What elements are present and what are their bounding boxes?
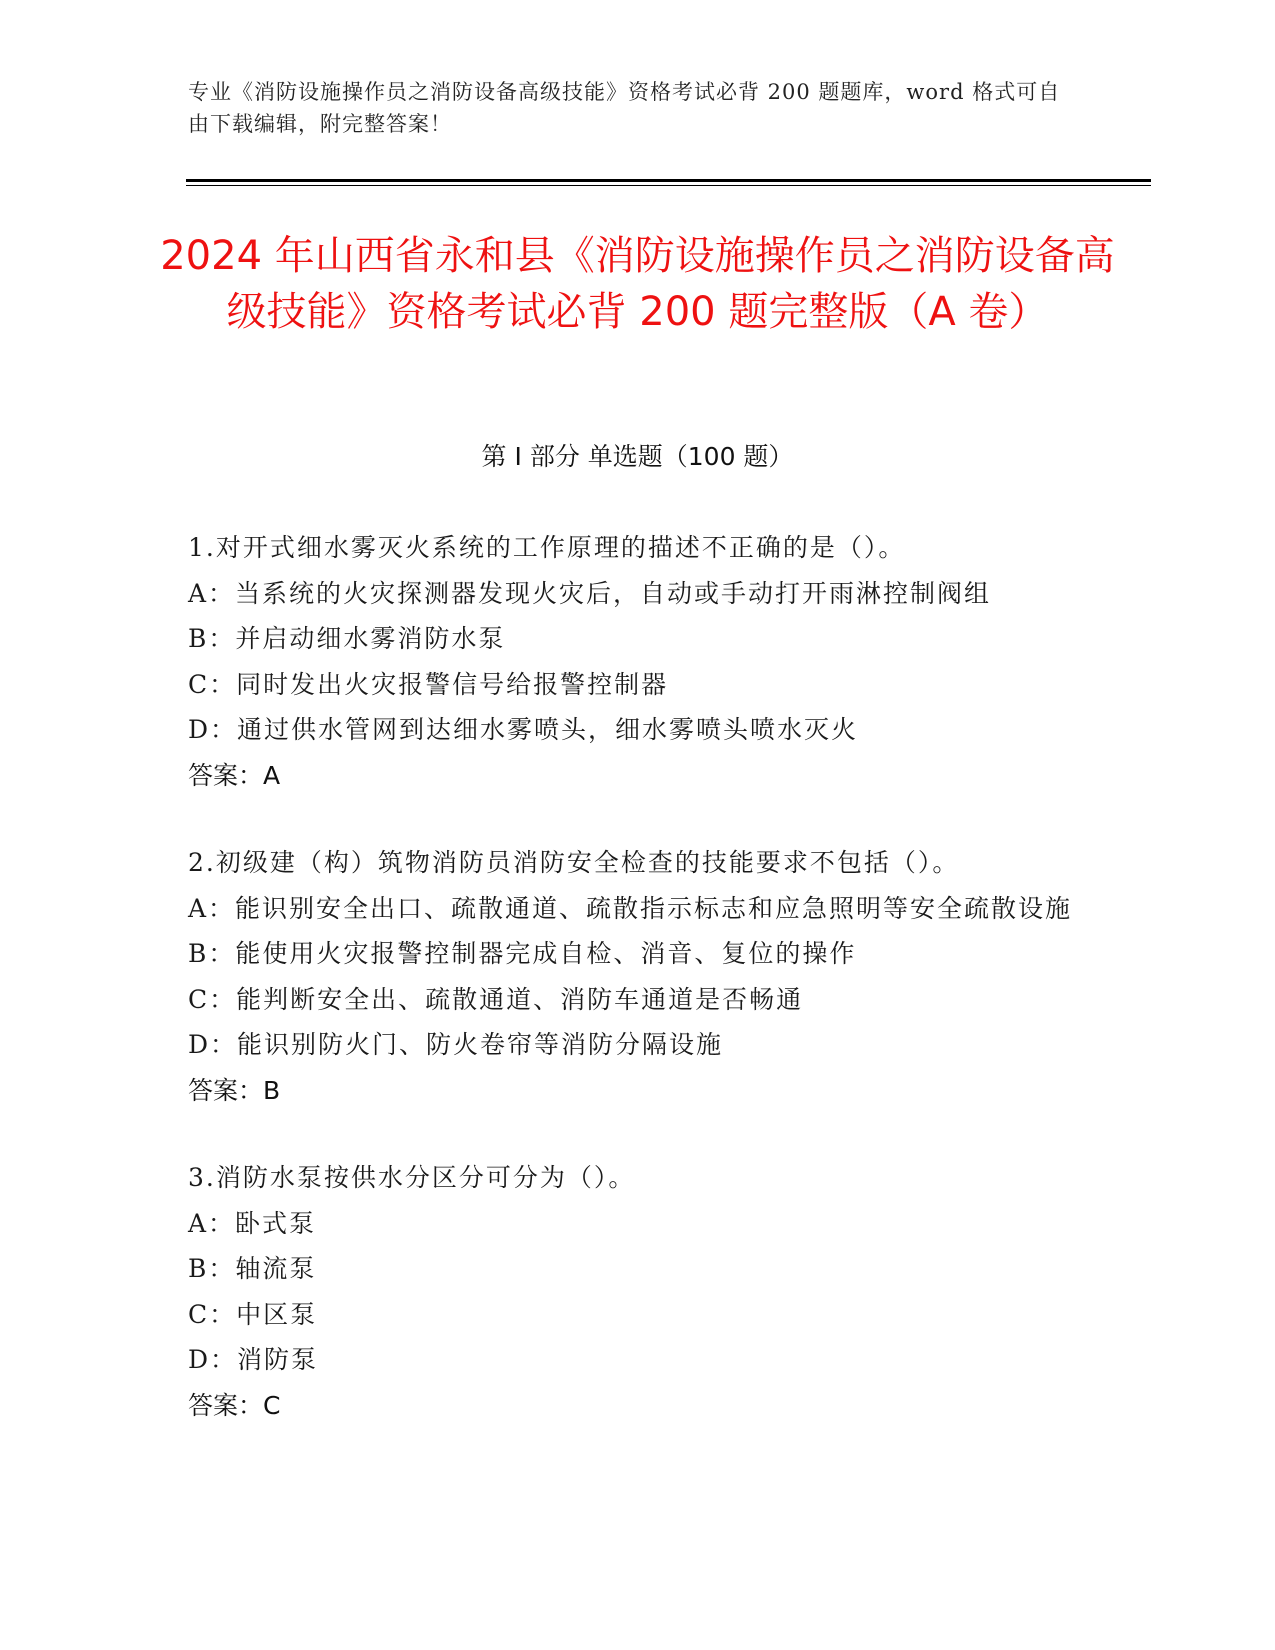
option-b: B：并启动细水雾消防水泵 — [188, 624, 506, 653]
option-d: D：通过供水管网到达细水雾喷头，细水雾喷头喷水灭火 — [188, 715, 859, 744]
question-stem: 1.对开式细水雾灭火系统的工作原理的描述不正确的是（）。 — [188, 533, 906, 562]
question-2 — [188, 840, 1088, 1113]
question-list — [188, 525, 1088, 1470]
option-b: B：能使用火灾报警控制器完成自检、消音、复位的操作 — [188, 939, 857, 968]
answer: 答案：B — [188, 1075, 281, 1105]
option-d: D：能识别防火门、防火卷帘等消防分隔设施 — [188, 1030, 724, 1059]
header-rule-thick — [186, 179, 1151, 182]
question-1 — [188, 525, 1088, 798]
header-note: 专业《消防设施操作员之消防设备高级技能》资格考试必背 200 题题库，word 格式可自由下载编辑，附完整答案！ — [188, 80, 1061, 136]
option-c: C：同时发出火灾报警信号给报警控制器 — [188, 669, 669, 699]
question-3 — [188, 1155, 1088, 1428]
option-d: D：消防泵 — [188, 1345, 319, 1374]
option-a: A：当系统的火灾探测器发现火灾后，自动或手动打开雨淋控制阀组 — [188, 578, 992, 608]
option-a: A：能识别安全出口、疏散通道、疏散指示标志和应急照明等安全疏散设施 — [188, 893, 1073, 923]
answer: 答案：C — [188, 1390, 281, 1420]
document-title: 2024 年山西省永和县《消防设施操作员之消防设备高级技能》资格考试必背 200 题完整版（A 卷） — [160, 233, 1115, 335]
header-rule-thin — [186, 185, 1151, 186]
option-c: C：中区泵 — [188, 1299, 318, 1329]
option-b: B：轴流泵 — [188, 1254, 317, 1283]
question-stem: 3.消防水泵按供水分区分可分为（）。 — [188, 1163, 636, 1192]
option-c: C：能判断安全出、疏散通道、消防车通道是否畅通 — [188, 984, 804, 1014]
section-title: 第 I 部分 单选题（100 题） — [481, 442, 794, 471]
question-stem: 2.初级建（构）筑物消防员消防安全检查的技能要求不包括（）。 — [188, 848, 960, 877]
option-a: A：卧式泵 — [188, 1208, 317, 1238]
answer: 答案：A — [188, 760, 281, 790]
